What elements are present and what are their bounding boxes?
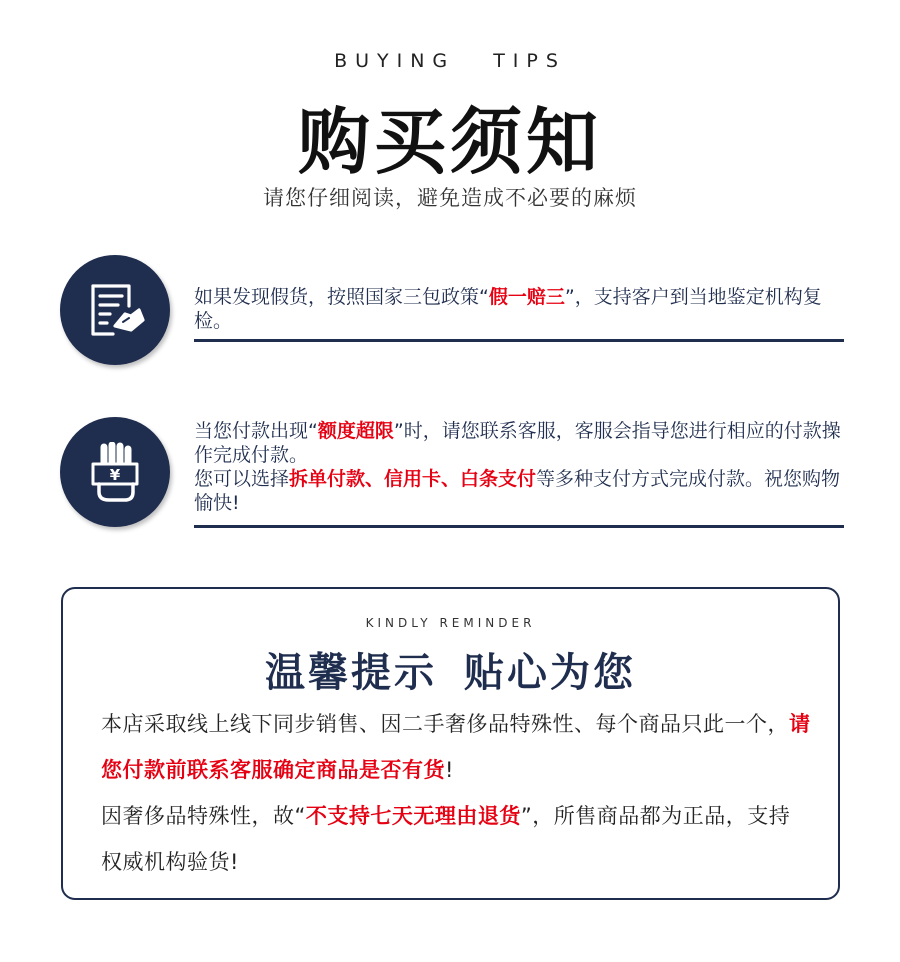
svg-text:¥: ¥ xyxy=(109,466,121,484)
kindly-reminder-box xyxy=(61,587,840,900)
hand-yuan-icon xyxy=(60,417,170,527)
highlight-payment-methods: 拆单付款、信用卡、白条支付 xyxy=(289,468,537,490)
highlight-fake-policy: 假一赔三 xyxy=(488,286,565,308)
highlight-check-stock: 请您付款前联系客服确定商品是否有货 xyxy=(101,712,811,782)
page-title: 购买须知 xyxy=(297,100,602,184)
divider-line xyxy=(194,339,844,342)
reminder-subtitle-en: KINDLY REMINDER xyxy=(365,616,536,630)
document-handshake-icon xyxy=(60,255,170,365)
highlight-limit: 额度超限 xyxy=(317,420,394,442)
header-caption: 请您仔细阅读，避免造成不必要的麻烦 xyxy=(263,186,637,210)
tip-text: 如果发现假货，按照国家三包政策“假一赔三”，支持客户到当地鉴定机构复检。 xyxy=(194,286,822,332)
tip-text: 当您付款出现“额度超限”时，请您联系客服，客服会指导您进行相应的付款操作完成付款。 您可以选择拆单付款、信用卡、白条支付等多种支付方式完成付款。祝您购物愉快! xyxy=(194,420,841,514)
reminder-title: 温馨提示 贴心为您 xyxy=(265,650,636,696)
reminder-body: 本店采取线上线下同步销售、因二手奢侈品特殊性、每个商品只此一个，请您付款前联系客服确定商品是否有货! 因奢侈品特殊性，故“不支持七天无理由退货”，所售商品都为正品，支持权威机构验货! xyxy=(101,712,811,874)
highlight-no-return: 不支持七天无理由退货 xyxy=(305,804,521,828)
header-subtitle-en: BUYING TIPS xyxy=(334,50,566,72)
divider-line xyxy=(194,525,844,528)
